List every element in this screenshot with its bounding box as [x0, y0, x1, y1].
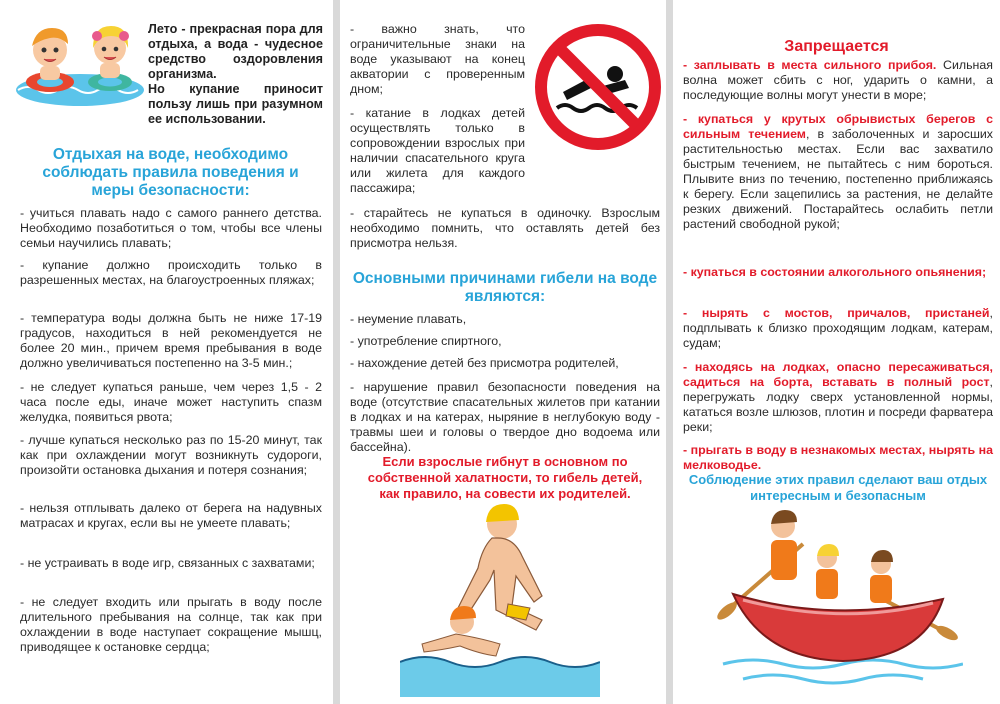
rule-item: - катание в лодках детей осуществлять только в сопровождении взрослых при наличии спасательного круга или жилета для каждого пассажира;: [350, 106, 525, 195]
safety-rules-heading: Отдыхая на воде, необходимо соблюдать правила поведения и меры безопасности:: [42, 146, 299, 199]
forbidden-item: [683, 265, 993, 280]
canoe-family-illustration: [713, 504, 963, 694]
forbidden-item-emphasis: - нырять с мостов, причалов, пристаней: [683, 306, 990, 320]
forbidden-item-text: Сильная волна может сбить с ног, ударить о камни, а последующие волны могут унести в море;: [683, 58, 993, 102]
rule-item: - учиться плавать надо с самого раннего детства. Необходимо позаботиться о том, чтобы все члены семьи научились плавать;: [20, 206, 322, 250]
warning-text: Если взрослые гибнут в основном по собственной халатности, то гибель детей, как правило, на совести их родителей.: [367, 454, 643, 501]
rule-item: - лучше купаться несколько раз по 15-20 минут, так как при охлаждении могут возникнуть судороги, произойти остановка дыхания и потеря сознания;: [20, 433, 322, 477]
closing-text: Соблюдение этих правил сделают ваш отдых интересным и безопасным: [688, 472, 988, 503]
forbidden-item-emphasis: - прыгать в воду в незнакомых местах, нырять на мелководье.: [683, 443, 993, 472]
forbidden-item-text: , перегружать лодку сверх установленной нормы, кататься возле шлюзов, плотин и посреди фарватера реки;: [683, 375, 993, 434]
forbidden-item: [683, 58, 993, 103]
rule-item: - температура воды должна быть не ниже 17-19 градусов, находиться в ней рекомендуется не более 20 мин., причем время пребывания в воде должно увеличиваться постепенно на 3-5 мин.;: [20, 311, 322, 370]
forbidden-item: [683, 112, 993, 232]
panel-middle: [333, 0, 666, 704]
panel-left: [0, 0, 333, 704]
intro-line-1: Лето - прекрасная пора для отдыха, а вода - чудесное средство оздоровления организма.: [148, 22, 323, 81]
causes-heading: Основными причинами гибели на воде являются:: [352, 270, 658, 305]
rule-item: - купание должно происходить только в разрешенных местах, на благоустроенных пляжах;: [20, 258, 322, 287]
forbidden-item-emphasis: - купаться в состоянии алкогольного опьянения;: [683, 265, 987, 279]
forbidden-item: [683, 360, 993, 435]
forbidden-item: [683, 443, 993, 473]
rule-item: - нельзя отплывать далеко от берега на надувных матрасах и кругах, если вы не умеете плавать;: [20, 501, 322, 530]
forbidden-item-text: , в заболоченных и заросших растительностью местах. Если вас захватило быстрым течением, не пытайтесь с ним бороться. Плывите вниз по течению, постепенно приближаясь к берегу. Если зацепились за растения, не делайте резких движений. Постарайтесь ослабить петли растений свободной рукой;: [683, 127, 994, 231]
forbidden-item: [683, 306, 993, 351]
no-swimming-sign-icon: [533, 22, 663, 152]
forbidden-heading: Запрещается: [784, 38, 889, 55]
rule-item: - важно знать, что ограничительные знаки на воде указывают на конец акватории с проверенным дном;: [350, 22, 525, 96]
intro-text: [148, 22, 323, 127]
forbidden-item-emphasis: - купаться у крутых обрывистых берегов с сильным течением: [683, 112, 993, 141]
forbidden-item-emphasis: - заплывать в места сильного прибоя.: [683, 58, 937, 72]
panel-right: [666, 0, 1000, 704]
lifeguard-rescue-illustration: [400, 502, 600, 697]
forbidden-item-text: , подплывать к близко проходящим лодкам, катерам, судам;: [683, 306, 993, 350]
kids-swimming-illustration: [14, 12, 144, 108]
rule-item: - не следует входить или прыгать в воду после длительного пребывания на солнце, так как при охлаждении в воде наступает сокращение мышц, приводящее к остановке сердца;: [20, 595, 322, 654]
rule-item: - не устраивать в воде игр, связанных с захватами;: [20, 556, 315, 570]
rule-item: - старайтесь не купаться в одиночку. Взрослым необходимо помнить, что оставлять детей без присмотра нельзя.: [350, 206, 660, 250]
intro-line-2: Но купание приносит пользу лишь при разумном ее использовании.: [148, 82, 323, 126]
cause-item: - нахождение детей без присмотра родителей,: [350, 356, 619, 370]
forbidden-item-emphasis: - находясь на лодках, опасно пересаживаться, садиться на борта, вставать в полный рост: [683, 360, 993, 389]
cause-item: - употребление спиртного,: [350, 334, 502, 348]
cause-item: - неумение плавать,: [350, 312, 467, 326]
rule-item: - не следует купаться раньше, чем через 1,5 - 2 часа после еды, иначе может наступить спазм желудка, появиться рвота;: [20, 380, 322, 424]
cause-item: - нарушение правил безопасности поведения на воде (отсутствие спасательных жилетов при катании в лодках и на катерах, ныряние в неглубокую воду - травмы шеи и головы о твердое дно водоема или бассейна).: [350, 380, 660, 454]
